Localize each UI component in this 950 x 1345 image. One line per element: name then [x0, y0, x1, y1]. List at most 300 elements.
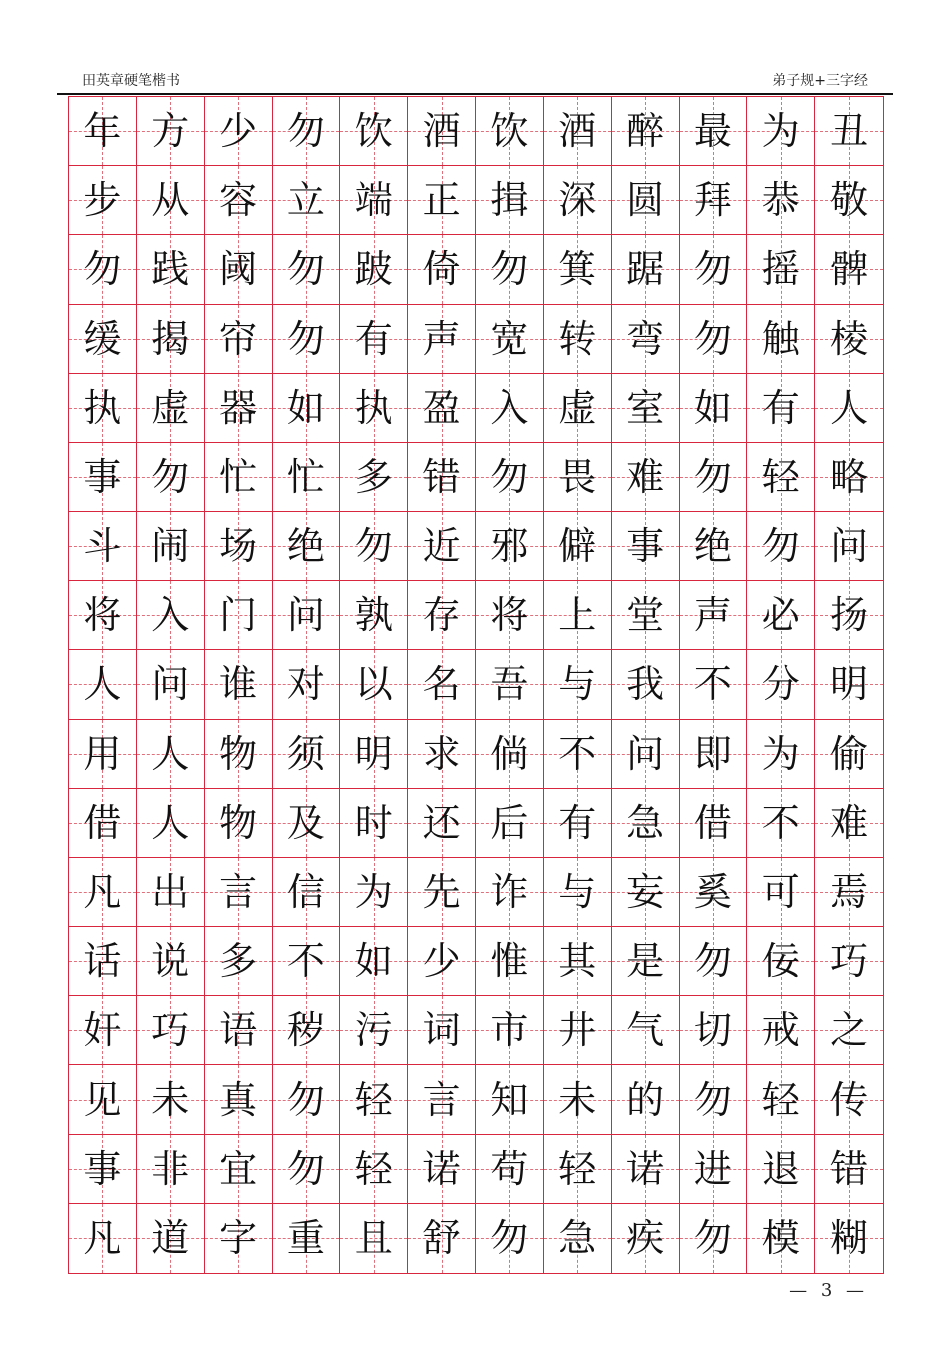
grid-cell: [137, 443, 205, 512]
character: 帘: [219, 316, 258, 361]
grid-cell: [273, 97, 341, 166]
character: 须: [286, 731, 325, 776]
character: 难: [626, 454, 665, 499]
character: 不: [286, 939, 325, 984]
character: 求: [422, 731, 461, 776]
grid-cell: [476, 443, 544, 512]
grid-cell: [476, 166, 544, 235]
grid-cell: [680, 858, 748, 927]
grid-cell: [408, 166, 476, 235]
grid-cell: [747, 581, 815, 650]
character: 且: [354, 1216, 393, 1261]
grid-cell: [69, 720, 137, 789]
character: 名: [422, 662, 461, 707]
character: 以: [354, 662, 393, 707]
grid-cell: [544, 650, 612, 719]
grid-cell: [340, 443, 408, 512]
grid-cell: [815, 1204, 883, 1273]
grid-cell: [476, 720, 544, 789]
grid-cell: [815, 858, 883, 927]
grid-cell: [205, 996, 273, 1065]
character: 言: [219, 870, 258, 915]
character: 轻: [761, 454, 800, 499]
character: 勿: [693, 454, 732, 499]
grid-cell: [408, 789, 476, 858]
character: 谁: [219, 662, 258, 707]
grid-cell: [544, 1204, 612, 1273]
character: 分: [761, 662, 800, 707]
character: 进: [693, 1146, 732, 1191]
grid-cell: [273, 927, 341, 996]
grid-cell: [747, 166, 815, 235]
grid-cell: [544, 305, 612, 374]
character: 借: [83, 800, 122, 845]
character: 急: [626, 800, 665, 845]
grid-cell: [137, 996, 205, 1065]
grid-cell: [340, 166, 408, 235]
character: 先: [422, 870, 461, 915]
character: 多: [219, 939, 258, 984]
character: 勿: [286, 1077, 325, 1122]
grid-cell: [476, 996, 544, 1065]
character: 奸: [83, 1008, 122, 1053]
character: 勿: [693, 1077, 732, 1122]
character: 存: [422, 593, 461, 638]
character: 如: [693, 385, 732, 430]
grid-cell: [69, 1204, 137, 1273]
character: 宜: [219, 1146, 258, 1191]
page-number: — 3 —: [789, 1280, 868, 1301]
grid-cell: [815, 720, 883, 789]
character: 话: [83, 939, 122, 984]
grid-cell: [680, 166, 748, 235]
grid-cell: [612, 858, 680, 927]
character: 盈: [422, 385, 461, 430]
character: 不: [761, 800, 800, 845]
grid-cell: [273, 720, 341, 789]
character: 跛: [354, 247, 393, 292]
grid-cell: [815, 235, 883, 304]
grid-cell: [137, 166, 205, 235]
grid-cell: [408, 97, 476, 166]
grid-cell: [815, 1065, 883, 1134]
character: 转: [558, 316, 597, 361]
grid-cell: [680, 443, 748, 512]
grid-cell: [815, 581, 883, 650]
grid-cell: [137, 720, 205, 789]
grid-cell: [340, 1065, 408, 1134]
grid-cell: [544, 996, 612, 1065]
grid-cell: [680, 927, 748, 996]
character: 借: [693, 800, 732, 845]
grid-cell: [69, 650, 137, 719]
character: 执: [83, 385, 122, 430]
grid-cell: [340, 374, 408, 443]
grid-cell: [340, 97, 408, 166]
character: 棱: [830, 316, 869, 361]
grid-cell: [69, 1135, 137, 1204]
character: 吾: [490, 662, 529, 707]
character: 方: [151, 109, 190, 154]
grid-cell: [815, 443, 883, 512]
grid-cell: [205, 720, 273, 789]
character: 忙: [219, 454, 258, 499]
grid-cell: [747, 650, 815, 719]
character: 凡: [83, 1216, 122, 1261]
character: 明: [354, 731, 393, 776]
grid-cell: [340, 927, 408, 996]
character: 真: [219, 1077, 258, 1122]
character: 偷: [830, 731, 869, 776]
character: 事: [626, 524, 665, 569]
grid-cell: [476, 97, 544, 166]
character: 错: [830, 1146, 869, 1191]
character: 时: [354, 800, 393, 845]
character: 市: [490, 1008, 529, 1053]
character: 人: [151, 800, 190, 845]
character: 扬: [830, 593, 869, 638]
character: 问: [151, 662, 190, 707]
grid-cell: [69, 374, 137, 443]
grid-cell: [680, 720, 748, 789]
character: 勿: [693, 247, 732, 292]
grid-cell: [544, 443, 612, 512]
grid-cell: [205, 97, 273, 166]
character: 气: [626, 1008, 665, 1053]
grid-cell: [612, 97, 680, 166]
character: 人: [83, 662, 122, 707]
grid-cell: [273, 235, 341, 304]
grid-cell: [137, 789, 205, 858]
grid-cell: [205, 1135, 273, 1204]
character: 拜: [693, 178, 732, 223]
character: 诈: [490, 870, 529, 915]
character: 有: [354, 316, 393, 361]
grid-cell: [476, 235, 544, 304]
character: 明: [830, 662, 869, 707]
character: 踞: [626, 247, 665, 292]
grid-cell: [340, 512, 408, 581]
grid-cell: [815, 374, 883, 443]
character: 勿: [286, 247, 325, 292]
grid-cell: [680, 1065, 748, 1134]
grid-cell: [680, 996, 748, 1065]
grid-cell: [680, 789, 748, 858]
grid-cell: [747, 512, 815, 581]
grid-cell: [273, 305, 341, 374]
character: 道: [151, 1216, 190, 1261]
grid-cell: [69, 1065, 137, 1134]
character: 多: [354, 454, 393, 499]
grid-cell: [544, 720, 612, 789]
character: 勿: [151, 454, 190, 499]
character: 还: [422, 800, 461, 845]
character: 恭: [761, 178, 800, 223]
character: 为: [354, 870, 393, 915]
grid-cell: [273, 996, 341, 1065]
grid-cell: [747, 305, 815, 374]
grid-cell: [612, 1065, 680, 1134]
character: 为: [761, 109, 800, 154]
grid-cell: [273, 858, 341, 927]
character: 闹: [151, 524, 190, 569]
character: 不: [693, 662, 732, 707]
character: 轻: [354, 1146, 393, 1191]
grid-cell: [680, 1135, 748, 1204]
character: 勿: [490, 454, 529, 499]
character: 切: [693, 1008, 732, 1053]
character: 虚: [151, 385, 190, 430]
character: 髀: [830, 247, 869, 292]
character: 揖: [490, 178, 529, 223]
grid-cell: [205, 443, 273, 512]
character: 必: [761, 593, 800, 638]
grid-cell: [273, 443, 341, 512]
character: 我: [626, 662, 665, 707]
character: 糊: [830, 1216, 869, 1261]
character: 端: [354, 178, 393, 223]
character: 用: [83, 731, 122, 776]
character: 非: [151, 1146, 190, 1191]
character: 立: [286, 178, 325, 223]
grid-cell: [747, 1204, 815, 1273]
character: 勿: [83, 247, 122, 292]
grid-cell: [612, 512, 680, 581]
grid-cell: [544, 512, 612, 581]
character: 畏: [558, 454, 597, 499]
character: 未: [151, 1077, 190, 1122]
character: 苟: [490, 1146, 529, 1191]
grid-cell: [408, 1204, 476, 1273]
character: 信: [286, 870, 325, 915]
grid-cell: [340, 789, 408, 858]
grid-cell: [273, 512, 341, 581]
character: 为: [761, 731, 800, 776]
grid-cell: [137, 1135, 205, 1204]
grid-cell: [69, 858, 137, 927]
character: 酒: [422, 109, 461, 154]
grid-cell: [612, 720, 680, 789]
grid-cell: [273, 1204, 341, 1273]
grid-cell: [273, 1135, 341, 1204]
grid-cell: [273, 581, 341, 650]
character: 可: [761, 870, 800, 915]
character: 井: [558, 1008, 597, 1053]
character: 勿: [761, 524, 800, 569]
character: 场: [219, 524, 258, 569]
grid-cell: [69, 166, 137, 235]
grid-cell: [680, 305, 748, 374]
section-title: 弟子规+三字经: [772, 73, 868, 89]
grid-cell: [544, 1065, 612, 1134]
grid-cell: [137, 1065, 205, 1134]
grid-cell: [680, 1204, 748, 1273]
character: 言: [422, 1077, 461, 1122]
character: 丑: [830, 109, 869, 154]
grid-cell: [680, 374, 748, 443]
character: 年: [83, 109, 122, 154]
character: 出: [151, 870, 190, 915]
grid-cell: [476, 512, 544, 581]
grid-cell: [408, 996, 476, 1065]
grid-cell: [476, 858, 544, 927]
grid-cell: [612, 927, 680, 996]
character: 巧: [830, 939, 869, 984]
character: 倚: [422, 247, 461, 292]
grid-cell: [612, 1204, 680, 1273]
grid-cell: [408, 1135, 476, 1204]
character: 物: [219, 731, 258, 776]
grid-cell: [476, 927, 544, 996]
grid-cell: [680, 97, 748, 166]
grid-cell: [340, 235, 408, 304]
character: 事: [83, 454, 122, 499]
character: 勿: [286, 1146, 325, 1191]
grid-cell: [69, 581, 137, 650]
grid-cell: [408, 581, 476, 650]
character: 人: [830, 385, 869, 430]
character: 惟: [490, 939, 529, 984]
grid-cell: [408, 305, 476, 374]
grid-cell: [544, 858, 612, 927]
grid-cell: [476, 374, 544, 443]
character: 少: [422, 939, 461, 984]
character: 语: [219, 1008, 258, 1053]
grid-cell: [137, 927, 205, 996]
grid-cell: [476, 650, 544, 719]
character: 略: [830, 454, 869, 499]
character: 勿: [693, 1216, 732, 1261]
character: 如: [354, 939, 393, 984]
character: 有: [558, 800, 597, 845]
grid-cell: [137, 512, 205, 581]
character: 将: [490, 593, 529, 638]
grid-cell: [476, 1135, 544, 1204]
grid-cell: [408, 927, 476, 996]
character: 及: [286, 800, 325, 845]
character: 少: [219, 109, 258, 154]
character: 器: [219, 385, 258, 430]
character: 问: [830, 524, 869, 569]
grid-cell: [340, 1204, 408, 1273]
character: 践: [151, 247, 190, 292]
grid-cell: [205, 1065, 273, 1134]
grid-cell: [340, 1135, 408, 1204]
grid-cell: [815, 650, 883, 719]
character: 勿: [490, 247, 529, 292]
grid-cell: [747, 789, 815, 858]
grid-cell: [69, 305, 137, 374]
grid-cell: [680, 235, 748, 304]
book-title: 田英章硬笔楷书: [82, 73, 180, 89]
grid-cell: [680, 512, 748, 581]
character: 饮: [354, 109, 393, 154]
character: 绝: [693, 524, 732, 569]
character: 奚: [693, 870, 732, 915]
character: 缓: [83, 316, 122, 361]
character: 容: [219, 178, 258, 223]
grid-cell: [408, 1065, 476, 1134]
character: 声: [422, 316, 461, 361]
character: 巧: [151, 1008, 190, 1053]
grid-cell: [205, 581, 273, 650]
character: 堂: [626, 593, 665, 638]
character: 诺: [626, 1146, 665, 1191]
grid-cell: [273, 650, 341, 719]
grid-cell: [137, 305, 205, 374]
grid-cell: [612, 235, 680, 304]
character: 难: [830, 800, 869, 845]
grid-cell: [612, 305, 680, 374]
grid-cell: [273, 374, 341, 443]
character: 急: [558, 1216, 597, 1261]
character: 勿: [490, 1216, 529, 1261]
grid-cell: [408, 443, 476, 512]
character: 宽: [490, 316, 529, 361]
grid-cell: [205, 789, 273, 858]
character: 轻: [761, 1077, 800, 1122]
grid-cell: [69, 235, 137, 304]
grid-cell: [205, 374, 273, 443]
character: 未: [558, 1077, 597, 1122]
grid-cell: [544, 235, 612, 304]
grid-cell: [69, 443, 137, 512]
grid-cell: [612, 443, 680, 512]
grid-cell: [747, 858, 815, 927]
character: 有: [761, 385, 800, 430]
character: 污: [354, 1008, 393, 1053]
grid-cell: [544, 374, 612, 443]
grid-cell: [408, 858, 476, 927]
character: 弯: [626, 316, 665, 361]
grid-cell: [680, 581, 748, 650]
grid-cell: [205, 305, 273, 374]
character: 入: [151, 593, 190, 638]
grid-cell: [544, 97, 612, 166]
character: 近: [422, 524, 461, 569]
character: 执: [354, 385, 393, 430]
grid-cell: [69, 996, 137, 1065]
grid-cell: [612, 789, 680, 858]
character: 勿: [693, 316, 732, 361]
grid-cell: [408, 720, 476, 789]
grid-cell: [544, 789, 612, 858]
character: 深: [558, 178, 597, 223]
character: 之: [830, 1008, 869, 1053]
grid-cell: [408, 374, 476, 443]
grid-cell: [273, 166, 341, 235]
character: 重: [286, 1216, 325, 1261]
grid-cell: [137, 374, 205, 443]
character: 圆: [626, 178, 665, 223]
grid-cell: [340, 720, 408, 789]
character: 将: [83, 593, 122, 638]
character: 是: [626, 939, 665, 984]
grid-cell: [476, 789, 544, 858]
character: 妄: [626, 870, 665, 915]
grid-cell: [815, 1135, 883, 1204]
character: 词: [422, 1008, 461, 1053]
grid-cell: [476, 1204, 544, 1273]
grid-cell: [340, 650, 408, 719]
character: 勿: [354, 524, 393, 569]
grid-cell: [544, 581, 612, 650]
character: 字: [219, 1216, 258, 1261]
character: 室: [626, 385, 665, 430]
character: 阈: [219, 247, 258, 292]
character: 问: [626, 731, 665, 776]
grid-cell: [205, 235, 273, 304]
